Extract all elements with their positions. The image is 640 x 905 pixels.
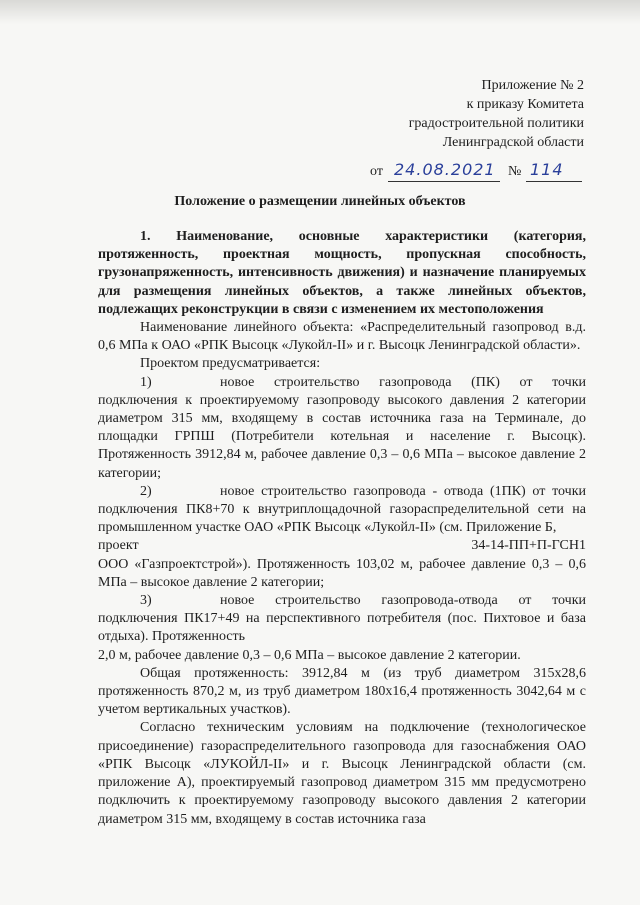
project-label: проект	[98, 538, 139, 554]
header-line: Приложение № 2	[481, 78, 584, 93]
list-item	[98, 374, 586, 483]
header-line: к приказу Комитета	[466, 97, 584, 112]
document-title: Положение о размещении линейных объектов	[174, 194, 466, 209]
list-text: новое строительство газопровода (ПК) от точки подключения к проектируемому газопроводу высокого давления 2 категории диаметром 315 мм, входящему в состав источника газа на Терминале, до площадки ГРПШ (Потребители котельная и население г. Высоцк). Протяженность 3912,84 м, рабочее давление 0,3 – 0,6 МПа – высокое давление 2 категории;	[98, 374, 586, 481]
list-number: 2)	[140, 483, 152, 499]
paragraph: Согласно техническим условиям на подключение (технологическое присоединение) газораспределительного газопровода для газоснабжения ОАО «РПК Высоцк «ЛУКОЙЛ-II» и г. Высоцк Ленинградской области (см. приложение А), проектируемый газопровод диаметром 315 мм предусмотрено подключить к проектируемому газопроводу высокого давления 2 категории диаметром 315 мм, входящему в состав источника газа	[98, 720, 586, 827]
paragraph: Наименование линейного объекта: «Распределительный газопровод в.д. 0,6 МПа к ОАО «РПК Высоцк «Лукойл-II» и г. Высоцк Ленинградской области».	[98, 320, 586, 354]
document-body	[98, 228, 586, 829]
project-code: 34-14-ПП+П-ГСН1	[471, 538, 586, 554]
paragraph: Проектом предусматривается:	[140, 356, 321, 372]
number-underline	[526, 181, 582, 182]
handwritten-date: 24.08.2021	[394, 160, 496, 179]
list-item	[98, 592, 586, 647]
paragraph: 2,0 м, рабочее давление 0,3 – 0,6 МПа – высокое давление 2 категории.	[98, 647, 521, 663]
number-label: №	[508, 164, 522, 179]
section-heading: 1. Наименование, основные характеристики (категория, протяженность, проектная мощность, пропускная способность, грузонапряженность, интенсивность движения) и назначение планируемых для размещения линейных объектов, а также линейных объектов, подлежащих реконструкции в связи с изменением их местоположения	[98, 229, 586, 317]
from-label: от	[370, 164, 383, 179]
list-text: новое строительство газопровода - отвода (1ПК) от точки подключения ПК8+70 к внутриплощадочной газораспределительной сети на промышленном участке ОАО «РПК Высоцк «Лукойл-II» (см. Приложение Б,	[98, 483, 586, 536]
date-underline	[388, 181, 500, 182]
header-line: градостроительной политики	[408, 116, 584, 131]
list-item	[98, 483, 586, 538]
project-row	[98, 537, 586, 555]
handwritten-number: 114	[530, 160, 564, 179]
appendix-header	[409, 76, 584, 152]
list-number: 3)	[140, 593, 152, 609]
list-number: 1)	[140, 374, 152, 390]
paragraph: ООО «Газпроектстрой»). Протяженность 103,02 м, рабочее давление 0,3 – 0,6 МПа – высокое давление 2 категории;	[98, 556, 586, 590]
header-line: Ленинградской области	[442, 135, 584, 150]
list-text: новое строительство газопровода-отвода от точки подключения ПК17+49 на перспективного потребителя (пос. Пихтовое и база отдыха). Протяженность	[98, 593, 586, 645]
order-date-line	[370, 162, 590, 184]
scan-shadow	[0, 0, 640, 24]
paragraph: Общая протяженность: 3912,84 м (из труб диаметром 315х28,6 протяженность 870,2 м, из труб диаметром 180х16,4 протяженность 3042,64 м с учетом вертикальных участков).	[98, 665, 586, 718]
